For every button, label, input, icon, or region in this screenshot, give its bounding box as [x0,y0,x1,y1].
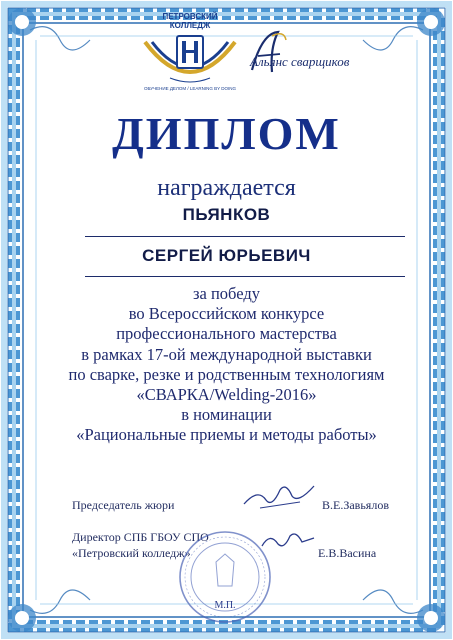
body-line: во Всероссийском конкурсе [128,304,325,324]
jury-chair-title: Председатель жюри [72,498,175,512]
certificate-title: ДИПЛОМ [112,108,341,159]
alliance-logo-text: Альянс сварщиков [250,54,350,69]
college-motto: ОБУЧЕНИЕ ДЕЛОМ / LEARNING BY DOING [143,86,237,91]
recipient-last-name: ПЬЯНКОВ [182,205,271,224]
body-line: «СВАРКА/Welding-2016» [136,385,317,405]
stamp-label: М.П. [214,600,236,611]
name-underline-1 [85,236,405,237]
awarded-label: награждается [157,175,296,201]
director-title-line1: Директор СПБ ГБОУ СПО [72,530,209,544]
college-logo-title: ПЕТРОВСКИЙ КОЛЛЕДЖ [162,12,218,30]
recipient-first-names: СЕРГЕЙ ЮРЬЕВИЧ [142,246,311,265]
jury-chair-signature [240,478,320,512]
director-name: Е.В.Васина [318,546,377,560]
body-line: профессионального мастерства [116,324,337,344]
award-description [30,284,423,446]
body-line: за победу [193,284,260,303]
alliance-logo-mark [248,28,288,78]
director-title-line2: «Петровский колледж» [72,546,191,560]
jury-chair-name: В.Е.Завьялов [322,498,389,512]
body-line: по сварке, резке и родственным технологиям [68,364,385,384]
body-line: «Рациональные приемы и методы работы» [76,425,377,445]
college-logo [140,32,240,94]
director-signature [258,530,318,552]
body-line: в номинации [181,405,272,425]
name-underline-2 [85,276,405,277]
body-line: в рамках 17-ой международной выставки [81,344,372,364]
